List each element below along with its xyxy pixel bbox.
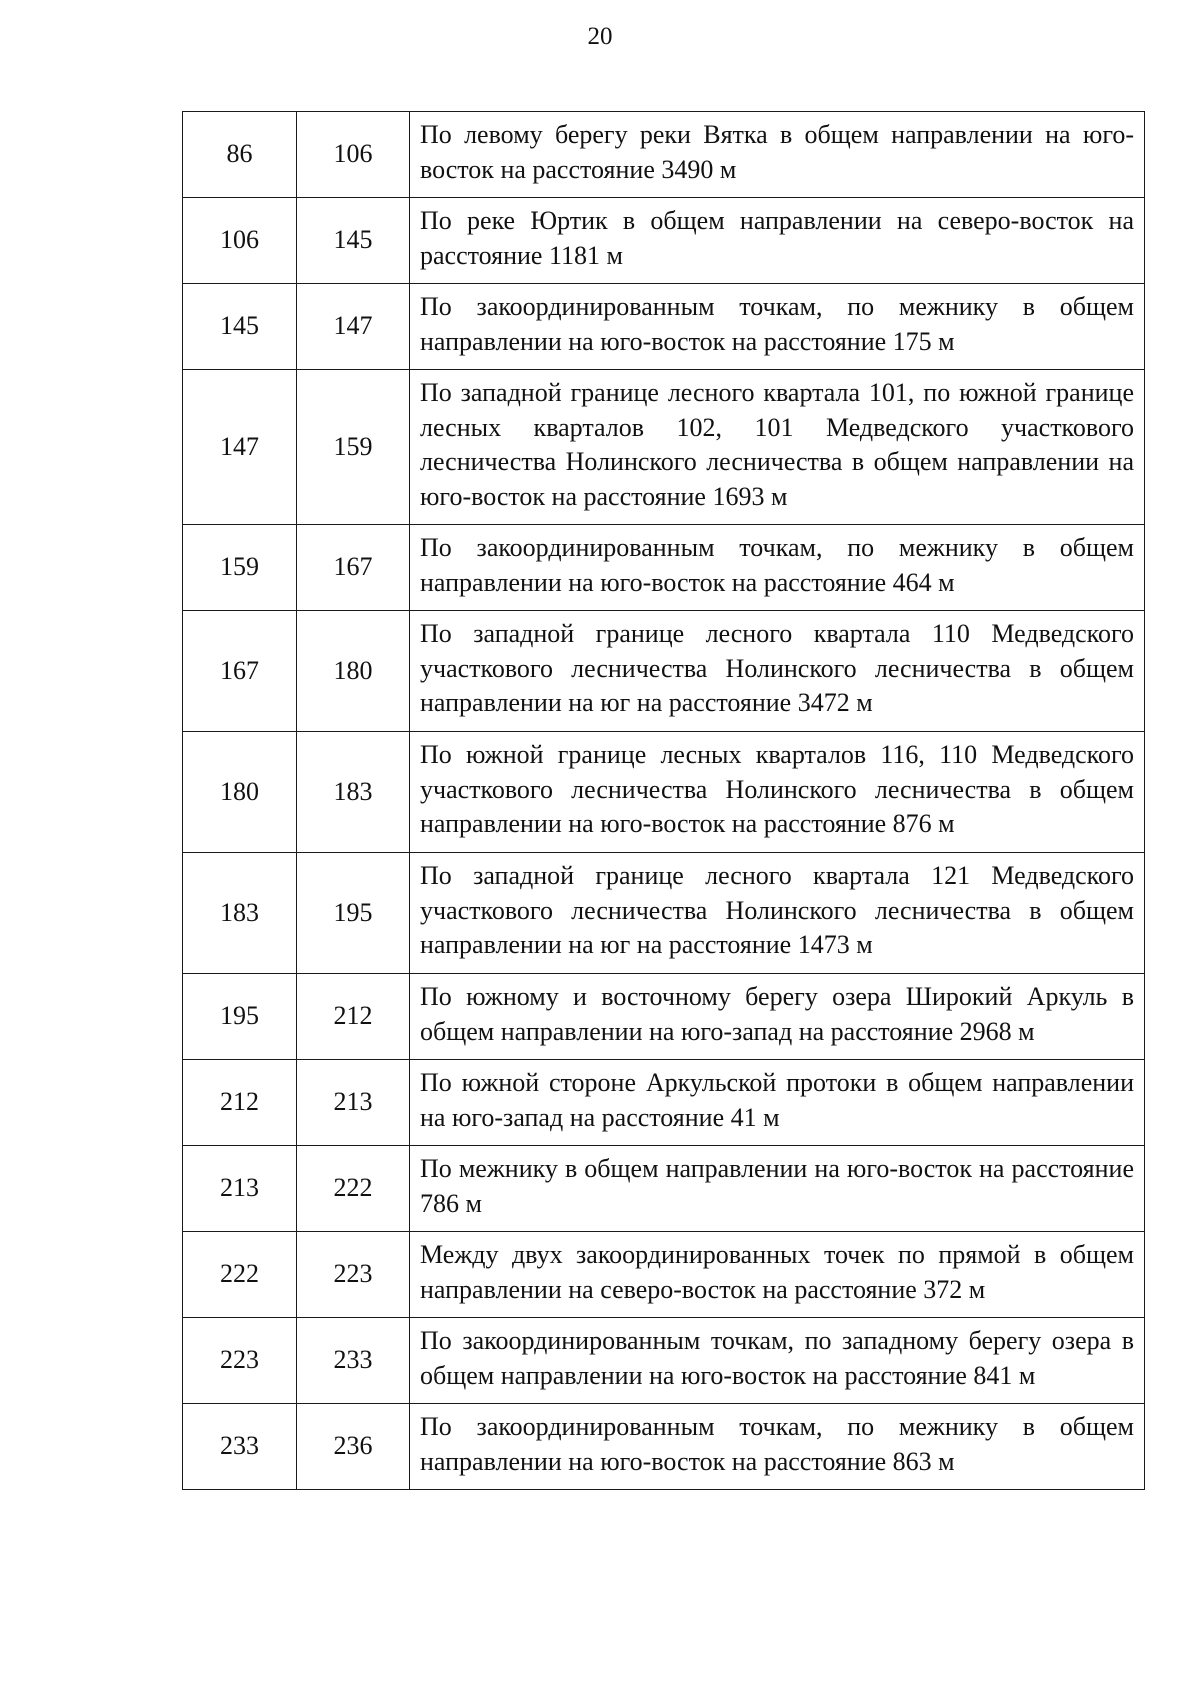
from-point-cell: 159 <box>183 525 297 611</box>
from-point-cell: 86 <box>183 112 297 198</box>
description-cell: По закоординированным точкам, по межнику в общем направлении на юго-восток на расстояние 464 м <box>410 525 1145 611</box>
description-cell: По южной стороне Аркульской протоки в общем направлении на юго-запад на расстояние 41 м <box>410 1060 1145 1146</box>
description-cell: По левому берегу реки Вятка в общем направлении на юго-восток на расстояние 3490 м <box>410 112 1145 198</box>
boundary-description-table <box>182 111 1145 1490</box>
to-point-cell: 233 <box>297 1318 410 1404</box>
table-row <box>183 370 1145 525</box>
from-point-cell: 180 <box>183 732 297 853</box>
to-point-cell: 145 <box>297 198 410 284</box>
to-point-cell: 180 <box>297 611 410 732</box>
description-cell: По западной границе лесного квартала 101, по южной границе лесных кварталов 102, 101 Медведского участкового лесничества Нолинского лесничества в общем направлении на юго-восток на расстояние 1693 м <box>410 370 1145 525</box>
table-row <box>183 1146 1145 1232</box>
description-cell: По южной границе лесных кварталов 116, 110 Медведского участкового лесничества Нолинского лесничества в общем направлении на юго-восток на расстояние 876 м <box>410 732 1145 853</box>
description-cell: Между двух закоординированных точек по прямой в общем направлении на северо-восток на расстояние 372 м <box>410 1232 1145 1318</box>
description-cell: По межнику в общем направлении на юго-восток на расстояние 786 м <box>410 1146 1145 1232</box>
description-cell: По западной границе лесного квартала 121 Медведского участкового лесничества Нолинского лесничества в общем направлении на юг на расстояние 1473 м <box>410 853 1145 974</box>
description-cell: По закоординированным точкам, по межнику в общем направлении на юго-восток на расстояние 863 м <box>410 1404 1145 1490</box>
table-row <box>183 284 1145 370</box>
from-point-cell: 183 <box>183 853 297 974</box>
description-cell: По западной границе лесного квартала 110 Медведского участкового лесничества Нолинского лесничества в общем направлении на юг на расстояние 3472 м <box>410 611 1145 732</box>
table-row <box>183 732 1145 853</box>
to-point-cell: 159 <box>297 370 410 525</box>
description-cell: По закоординированным точкам, по межнику в общем направлении на юго-восток на расстояние 175 м <box>410 284 1145 370</box>
table-row <box>183 1404 1145 1490</box>
from-point-cell: 145 <box>183 284 297 370</box>
from-point-cell: 167 <box>183 611 297 732</box>
to-point-cell: 236 <box>297 1404 410 1490</box>
description-cell: По реке Юртик в общем направлении на северо-восток на расстояние 1181 м <box>410 198 1145 284</box>
table-row <box>183 1060 1145 1146</box>
table-row <box>183 974 1145 1060</box>
description-cell: По южному и восточному берегу озера Широкий Аркуль в общем направлении на юго-запад на расстояние 2968 м <box>410 974 1145 1060</box>
table-row <box>183 198 1145 284</box>
from-point-cell: 147 <box>183 370 297 525</box>
to-point-cell: 147 <box>297 284 410 370</box>
page-number: 20 <box>587 23 613 50</box>
to-point-cell: 195 <box>297 853 410 974</box>
to-point-cell: 223 <box>297 1232 410 1318</box>
to-point-cell: 167 <box>297 525 410 611</box>
table-row <box>183 525 1145 611</box>
to-point-cell: 183 <box>297 732 410 853</box>
table-row <box>183 853 1145 974</box>
table-row <box>183 611 1145 732</box>
table-row <box>183 1318 1145 1404</box>
table-row <box>183 1232 1145 1318</box>
from-point-cell: 223 <box>183 1318 297 1404</box>
to-point-cell: 212 <box>297 974 410 1060</box>
to-point-cell: 213 <box>297 1060 410 1146</box>
description-cell: По закоординированным точкам, по западному берегу озера в общем направлении на юго-восток на расстояние 841 м <box>410 1318 1145 1404</box>
to-point-cell: 222 <box>297 1146 410 1232</box>
from-point-cell: 106 <box>183 198 297 284</box>
to-point-cell: 106 <box>297 112 410 198</box>
from-point-cell: 195 <box>183 974 297 1060</box>
from-point-cell: 212 <box>183 1060 297 1146</box>
from-point-cell: 213 <box>183 1146 297 1232</box>
table-row <box>183 112 1145 198</box>
from-point-cell: 222 <box>183 1232 297 1318</box>
from-point-cell: 233 <box>183 1404 297 1490</box>
